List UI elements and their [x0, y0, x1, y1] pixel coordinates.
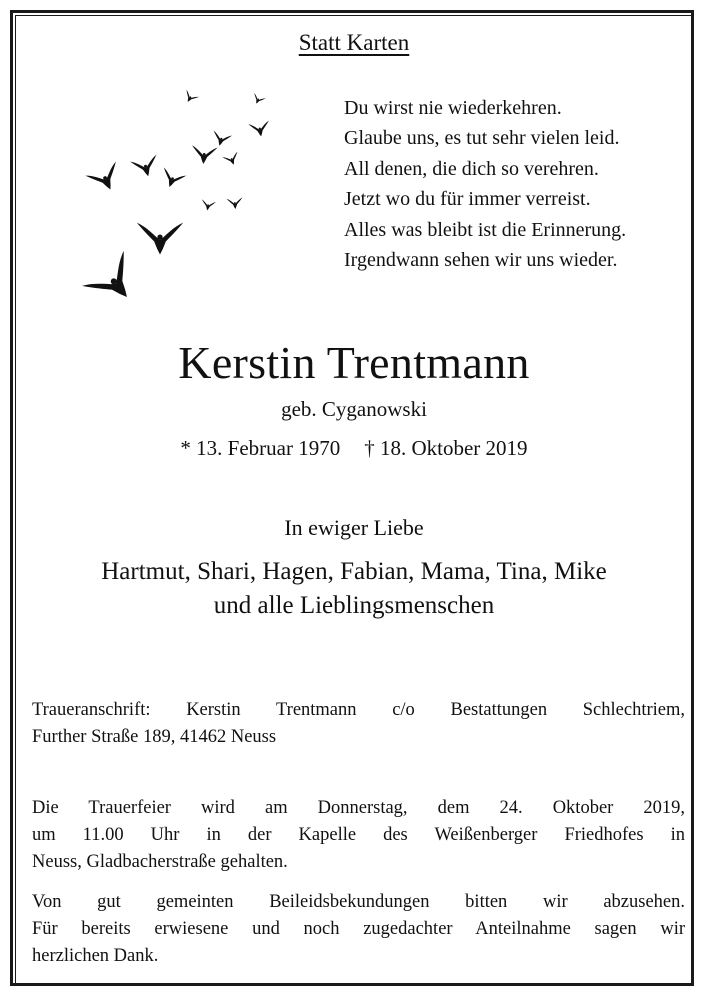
bird-icon [158, 167, 186, 191]
bird-icon [222, 152, 241, 168]
mourning-address [32, 697, 685, 751]
poem-line: Jetzt wo du für immer verreist. [344, 188, 591, 211]
life-dates [0, 436, 708, 461]
ceremony-line: Neuss, Gladbacherstraße gehalten. [32, 852, 288, 872]
condolences-line: Für bereits erwiesene und noch zugedachter Anteilnahme sagen wir [32, 919, 685, 939]
bird-icon [82, 251, 148, 315]
bird-icon [137, 223, 183, 255]
bird-icon [227, 197, 244, 209]
condolences-line: herzlichen Dank. [32, 946, 159, 966]
death-date: † 18. Oktober 2019 [364, 436, 528, 460]
birds-illustration [80, 88, 290, 323]
birth-date: * 13. Februar 1970 [180, 436, 341, 460]
ceremony-info [32, 795, 685, 876]
bird-icon [248, 121, 271, 139]
deceased-name: Kerstin Trentmann [178, 337, 530, 388]
bird-icon [200, 199, 216, 211]
poem-line: Glaube uns, es tut sehr vielen leid. [344, 127, 620, 150]
mourners-names [0, 555, 708, 623]
ceremony-line: Die Trauerfeier wird am Donnerstag, dem 24. Oktober 2019, [32, 798, 685, 818]
mourners-names-line: und alle Lieblingsmenschen [213, 592, 495, 619]
bird-icon [251, 93, 266, 106]
bird-icon [130, 155, 161, 180]
poem-line: Irgendwann sehen wir uns wieder. [344, 249, 618, 272]
ceremony-line: um 11.00 Uhr in der Kapelle des Weißenberger Friedhofes in [32, 825, 685, 845]
poem-line: Du wirst nie wiederkehren. [344, 97, 562, 119]
address-line: Further Straße 189, 41462 Neuss [32, 727, 277, 747]
bird-icon [210, 131, 232, 149]
mourners-intro: In ewiger Liebe [284, 515, 424, 540]
bird-icon [182, 90, 199, 106]
mourners-names-line: Hartmut, Shari, Hagen, Fabian, Mama, Tina, Mike [101, 558, 607, 585]
poem-line: All denen, die dich so verehren. [344, 157, 599, 180]
bird-icon [191, 145, 218, 165]
condolences-line: Von gut gemeinten Beileidsbekundungen bitten wir abzusehen. [32, 892, 685, 912]
poem-line: Alles was bleibt ist die Erinnerung. [344, 218, 627, 241]
header-title: Statt Karten [298, 30, 410, 55]
address-line: Traueranschrift: Kerstin Trentmann c/o Bestattungen Schlechtriem, [32, 700, 685, 720]
born-name: geb. Cyganowski [281, 397, 427, 421]
poem [344, 93, 626, 275]
condolences-note [32, 889, 685, 970]
bird-icon [85, 161, 125, 196]
